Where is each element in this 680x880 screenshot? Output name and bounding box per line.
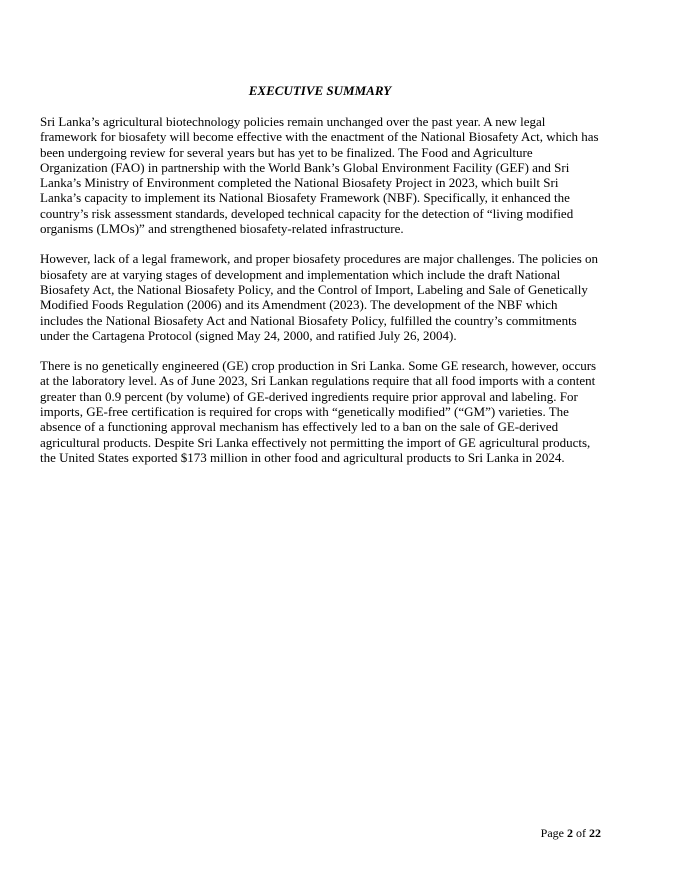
paragraph-1: Sri Lanka’s agricultural biotechnology policies remain unchanged over the past year. A new legal framework for biosafety will become effective with the enactment of the National Biosafety Act, which has been undergoing review for several years but has yet to be finalized. The Food and Agriculture Organization (FAO) in partnership with the World Bank’s Global Environment Facility (GEF) and Sri Lanka’s Ministry of Environment completed the National Biosafety Project in 2023, which built Sri Lanka’s capacity to implement its National Biosafety Framework (NBF). Specifically, it enhanced the country’s risk assessment standards, developed technical capacity for the detection of “living modified organisms (LMOs)” and strengthened biosafety-related infrastructure. [40, 114, 599, 237]
current-page-number: 2 [567, 826, 573, 840]
paragraph-2: However, lack of a legal framework, and proper biosafety procedures are major challenges. The policies on biosafety are at varying stages of development and implementation which include the draft National Biosafety Act, the National Biosafety Policy, and the Control of Import, Labeling and Sale of Genetically Modified Foods Regulation (2006) and its Amendment (2023). The development of the NBF which includes the National Biosafety Act and National Biosafety Policy, fulfilled the country’s commitments under the Cartagena Protocol (signed May 24, 2000, and ratified July 26, 2004). [40, 251, 599, 343]
page-title: EXECUTIVE SUMMARY [248, 83, 392, 98]
total-page-count: 22 [589, 826, 601, 840]
paragraph-3: There is no genetically engineered (GE) crop production in Sri Lanka. Some GE research, however, occurs at the laboratory level. As of June 2023, Sri Lankan regulations require that all food imports with a content greater than 0.9 percent (by volume) of GE-derived ingredients require prior approval and labeling. For imports, GE-free certification is required for crops with “genetically modified” (“GM”) varieties. The absence of a functioning approval mechanism has effectively led to a ban on the sale of GE-derived agricultural products. Despite Sri Lanka effectively not permitting the import of GE agricultural products, the United States exported $173 million in other food and agricultural products to Sri Lanka in 2024. [40, 358, 597, 465]
page-label: Page [540, 826, 564, 840]
page-number-footer [541, 826, 601, 840]
document-body [40, 114, 600, 480]
of-label: of [576, 826, 586, 840]
